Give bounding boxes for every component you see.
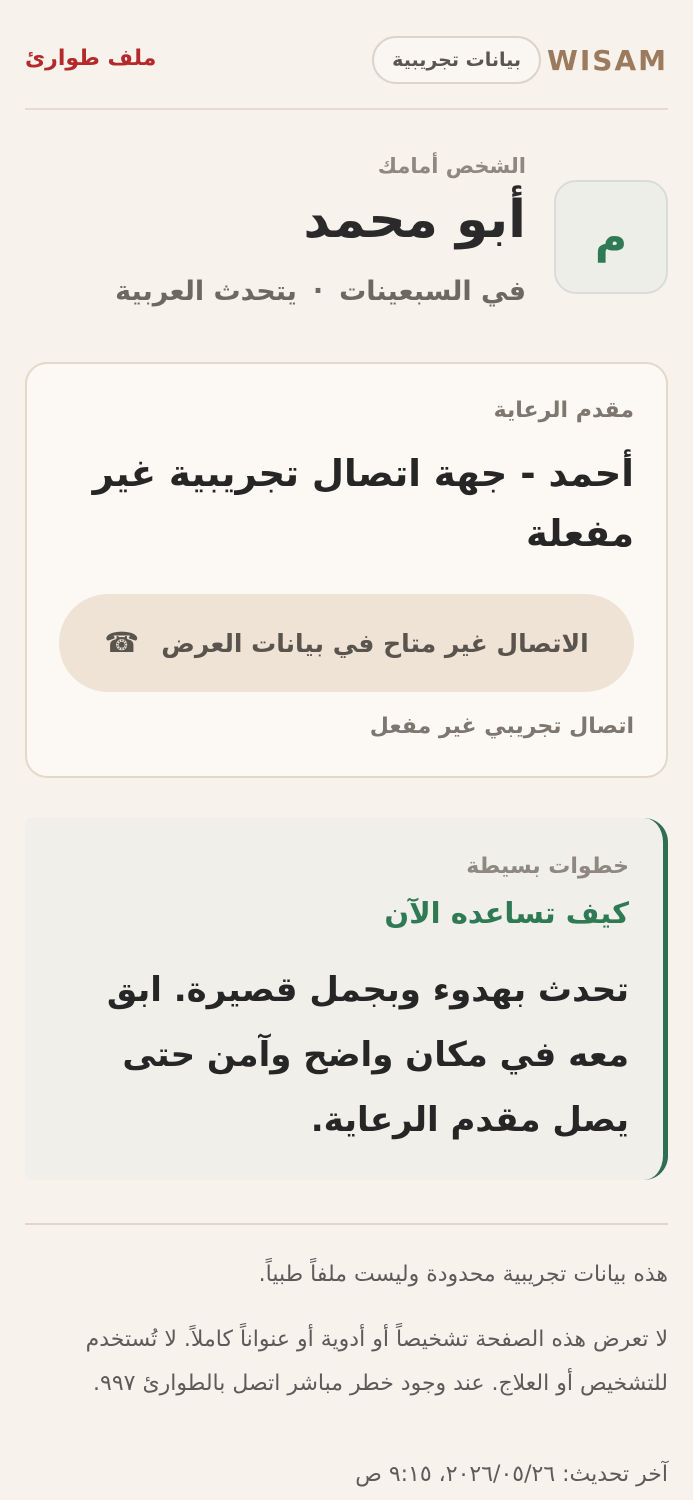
help-steps-card [25,818,668,1180]
person-age: في السبعينات [339,276,526,307]
steps-body: تحدث بهدوء وبجمل قصيرة. ابق معه في مكان واضح وآمن حتى يصل مقدم الرعاية. [106,970,629,1140]
call-caregiver-button[interactable] [59,594,634,692]
page [25,0,668,1487]
call-note: اتصال تجريبي غير مفعل [369,714,634,739]
steps-title: كيف تساعده الآن [384,896,629,930]
last-updated: آخر تحديث: ٢٠٢٦/٠٥/٢٦، ٩:١٥ ص [355,1462,668,1487]
steps-label: خطوات بسيطة [466,854,629,879]
call-button-label: الاتصال غير متاح في بيانات العرض [161,628,589,658]
demo-data-badge: بيانات تجريبية [372,36,541,84]
person-language: يتحدث العربية [115,276,297,307]
caregiver-card [25,362,668,778]
phone-icon: ☎ [104,626,140,659]
avatar: م [554,180,668,294]
emergency-file-link[interactable]: ملف طوارئ [25,46,157,71]
person-name: أبو محمد [303,190,526,250]
person-meta [115,276,526,307]
caregiver-name: أحمد - جهة اتصال تجريبية غير مفعلة [92,452,634,555]
footer-disclaimer: هذه بيانات تجريبية محدودة وليست ملفاً طبياً. [258,1262,668,1287]
person-section [25,110,668,360]
footer-warning: لا تعرض هذه الصفحة تشخيصاً أو أدوية أو عنواناً كاملاً. لا تُستخدم للتشخيص أو العلاج. عند وجود خطر مباشر اتصل بالطوارئ ٩٩٧. [85,1327,668,1396]
caregiver-label: مقدم الرعاية [493,398,634,423]
top-bar [25,0,668,110]
person-label: الشخص أمامك [377,154,526,178]
brand-logo: WISAM [546,44,668,77]
footer-divider [25,1223,668,1225]
meta-separator: · [312,276,324,307]
